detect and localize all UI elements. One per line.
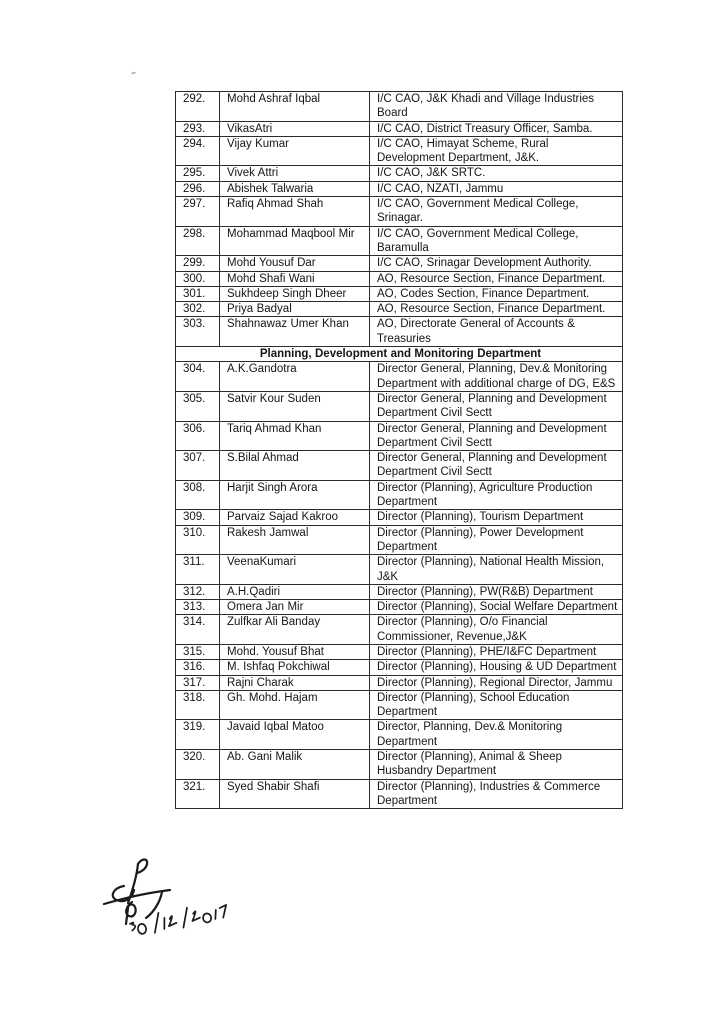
designation-cell: Director (Planning), School Education Department (370, 690, 623, 720)
serial-cell: 312. (176, 584, 220, 599)
designation-cell: Director (Planning), Regional Director, Jammu (370, 675, 623, 690)
designation-cell: I/C CAO, Government Medical College, Srinagar. (370, 197, 623, 227)
serial-cell: 310. (176, 525, 220, 555)
officer-row (176, 555, 623, 585)
officer-row (176, 510, 623, 525)
officer-row (176, 644, 623, 659)
serial-cell: 314. (176, 615, 220, 645)
designation-cell: Director (Planning), Industries & Commerce Department (370, 779, 623, 809)
name-cell: M. Ishfaq Pokchiwal (220, 660, 370, 675)
designation-cell: I/C CAO, NZATI, Jammu (370, 181, 623, 196)
designation-cell: Director (Planning), O/o Financial Commissioner, Revenue,J&K (370, 615, 623, 645)
scan-artifact-speck (131, 71, 136, 74)
serial-cell: 309. (176, 510, 220, 525)
officer-row (176, 480, 623, 510)
section-header-row (176, 347, 623, 362)
serial-cell: 308. (176, 480, 220, 510)
name-cell: Shahnawaz Umer Khan (220, 317, 370, 347)
serial-cell: 305. (176, 391, 220, 421)
officer-row (176, 615, 623, 645)
designation-cell: AO, Resource Section, Finance Department. (370, 302, 623, 317)
designation-cell: Director (Planning), Animal & Sheep Husbandry Department (370, 750, 623, 780)
serial-cell: 306. (176, 421, 220, 451)
serial-cell: 319. (176, 720, 220, 750)
name-cell: Javaid Iqbal Matoo (220, 720, 370, 750)
signature-scrawl (104, 860, 170, 925)
officer-row (176, 421, 623, 451)
name-cell: Sukhdeep Singh Dheer (220, 286, 370, 301)
officer-row (176, 391, 623, 421)
designation-cell: I/C CAO, Government Medical College, Baramulla (370, 226, 623, 256)
name-cell: Gh. Mohd. Hajam (220, 690, 370, 720)
name-cell: Mohd Yousuf Dar (220, 256, 370, 271)
name-cell: Omera Jan Mir (220, 600, 370, 615)
designation-cell: Director (Planning), PHE/I&FC Department (370, 644, 623, 659)
officer-row (176, 600, 623, 615)
designation-cell: Director (Planning), PW(R&B) Department (370, 584, 623, 599)
name-cell: Harjit Singh Arora (220, 480, 370, 510)
handwritten-signature (96, 846, 246, 941)
serial-cell: 302. (176, 302, 220, 317)
designation-cell: Director, Planning, Dev.& Monitoring Department (370, 720, 623, 750)
serial-cell: 313. (176, 600, 220, 615)
officer-row (176, 226, 623, 256)
designation-cell: I/C CAO, J&K Khadi and Village Industries Board (370, 92, 623, 122)
officer-row (176, 317, 623, 347)
name-cell: VeenaKumari (220, 555, 370, 585)
serial-cell: 299. (176, 256, 220, 271)
serial-cell: 301. (176, 286, 220, 301)
designation-cell: Director (Planning), Agriculture Production Department (370, 480, 623, 510)
name-cell: Mohd. Yousuf Bhat (220, 644, 370, 659)
name-cell: Priya Badyal (220, 302, 370, 317)
serial-cell: 294. (176, 136, 220, 166)
name-cell: Rakesh Jamwal (220, 525, 370, 555)
serial-cell: 311. (176, 555, 220, 585)
name-cell: Mohd Shafi Wani (220, 271, 370, 286)
name-cell: Tariq Ahmad Khan (220, 421, 370, 451)
officers-table (175, 91, 623, 809)
officer-row (176, 779, 623, 809)
designation-cell: Director (Planning), Power Development Department (370, 525, 623, 555)
serial-cell: 304. (176, 362, 220, 392)
serial-cell: 296. (176, 181, 220, 196)
designation-cell: Director General, Planning and Development Department Civil Sectt (370, 391, 623, 421)
name-cell: A.K.Gandotra (220, 362, 370, 392)
designation-cell: AO, Codes Section, Finance Department. (370, 286, 623, 301)
name-cell: Mohd Ashraf Iqbal (220, 92, 370, 122)
name-cell: Ab. Gani Malik (220, 750, 370, 780)
designation-cell: Director (Planning), Tourism Department (370, 510, 623, 525)
serial-cell: 295. (176, 166, 220, 181)
serial-cell: 298. (176, 226, 220, 256)
serial-cell: 315. (176, 644, 220, 659)
serial-cell: 318. (176, 690, 220, 720)
designation-cell: AO, Resource Section, Finance Department. (370, 271, 623, 286)
name-cell: Vivek Attri (220, 166, 370, 181)
designation-cell: Director (Planning), Housing & UD Department (370, 660, 623, 675)
officer-row (176, 286, 623, 301)
name-cell: Mohammad Maqbool Mir (220, 226, 370, 256)
designation-cell: Director (Planning), National Health Mission, J&K (370, 555, 623, 585)
serial-cell: 292. (176, 92, 220, 122)
serial-cell: 303. (176, 317, 220, 347)
officer-row (176, 92, 623, 122)
designation-cell: I/C CAO, Srinagar Development Authority. (370, 256, 623, 271)
officer-row (176, 136, 623, 166)
serial-cell: 320. (176, 750, 220, 780)
serial-cell: 316. (176, 660, 220, 675)
officer-row (176, 660, 623, 675)
designation-cell: Director General, Planning and Development Department Civil Sectt (370, 421, 623, 451)
designation-cell: I/C CAO, District Treasury Officer, Samba. (370, 121, 623, 136)
name-cell: S.Bilal Ahmad (220, 451, 370, 481)
name-cell: Rafiq Ahmad Shah (220, 197, 370, 227)
name-cell: Vijay Kumar (220, 136, 370, 166)
officer-row (176, 720, 623, 750)
serial-cell: 300. (176, 271, 220, 286)
designation-cell: I/C CAO, J&K SRTC. (370, 166, 623, 181)
signature-date (129, 901, 229, 937)
officer-row (176, 166, 623, 181)
name-cell: Abishek Talwaria (220, 181, 370, 196)
name-cell: Zulfkar Ali Banday (220, 615, 370, 645)
designation-cell: AO, Directorate General of Accounts & Treasuries (370, 317, 623, 347)
officer-row (176, 121, 623, 136)
name-cell: Satvir Kour Suden (220, 391, 370, 421)
serial-cell: 321. (176, 779, 220, 809)
designation-cell: Director General, Planning, Dev.& Monitoring Department with additional charge of DG, E&S (370, 362, 623, 392)
officer-row (176, 181, 623, 196)
name-cell: Parvaiz Sajad Kakroo (220, 510, 370, 525)
designation-cell: Director (Planning), Social Welfare Department (370, 600, 623, 615)
name-cell: Syed Shabir Shafi (220, 779, 370, 809)
designation-cell: I/C CAO, Himayat Scheme, Rural Development Department, J&K. (370, 136, 623, 166)
serial-cell: 297. (176, 197, 220, 227)
name-cell: A.H.Qadiri (220, 584, 370, 599)
officer-row (176, 525, 623, 555)
section-header: Planning, Development and Monitoring Department (176, 347, 623, 362)
serial-cell: 307. (176, 451, 220, 481)
officer-row (176, 362, 623, 392)
designation-cell: Director General, Planning and Development Department Civil Sectt (370, 451, 623, 481)
name-cell: VikasAtri (220, 121, 370, 136)
officer-row (176, 197, 623, 227)
officer-row (176, 302, 623, 317)
officer-row (176, 451, 623, 481)
name-cell: Rajni Charak (220, 675, 370, 690)
officer-row (176, 690, 623, 720)
officer-row (176, 584, 623, 599)
serial-cell: 317. (176, 675, 220, 690)
officer-row (176, 750, 623, 780)
serial-cell: 293. (176, 121, 220, 136)
officer-row (176, 675, 623, 690)
officer-row (176, 271, 623, 286)
officer-row (176, 256, 623, 271)
